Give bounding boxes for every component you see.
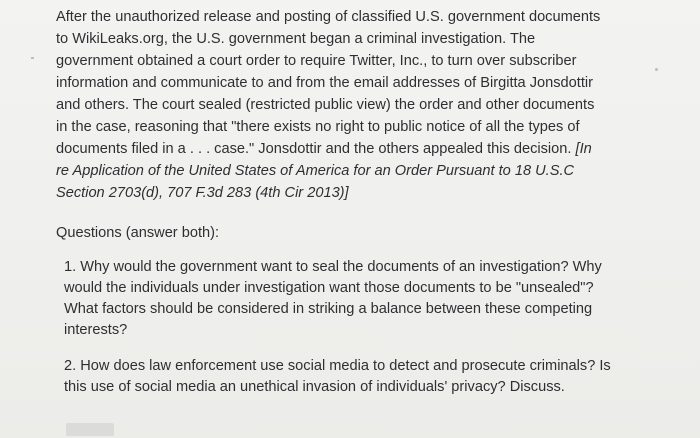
passage-line: information and communicate to and from the email addresses of Birgitta Jonsdottir (56, 75, 593, 91)
passage-text (56, 6, 656, 204)
faded-stamp (66, 423, 114, 436)
question-line: interests? (64, 322, 128, 338)
passage-line: in the case, reasoning that "there exists no right to public notice of all the types of (56, 119, 580, 135)
passage-line: government obtained a court order to require Twitter, Inc., to turn over subscriber (56, 53, 577, 69)
citation-line: Section 2703(d), 707 F.3d 283 (4th Cir 2013)] (56, 185, 349, 201)
margin-mark (31, 57, 34, 59)
question-line: would the individuals under investigation want those documents to be "unsealed"? (64, 280, 594, 296)
question-line: 2. How does law enforcement use social media to detect and prosecute criminals? Is (64, 358, 611, 374)
question-text (64, 356, 644, 398)
question-1 (64, 257, 644, 341)
citation-line: re Application of the United States of America for an Order Pursuant to 18 U.S.C (56, 163, 575, 179)
citation-start: [In (575, 141, 592, 157)
question-line: 1. Why would the government want to seal the documents of an investigation? Why (64, 259, 602, 275)
question-line: What factors should be considered in striking a balance between these competing (64, 301, 593, 317)
case-passage (56, 6, 656, 244)
passage-line: to WikiLeaks.org, the U.S. government began a criminal investigation. The (56, 31, 536, 47)
question-2 (64, 356, 644, 398)
questions-heading: Questions (answer both): (56, 225, 220, 241)
question-line: this use of social media an unethical invasion of individuals' privacy? Discuss. (64, 379, 565, 395)
passage-line: documents filed in a . . . case." Jonsdottir and the others appealed this decision. (56, 141, 572, 157)
passage-line: After the unauthorized release and posting of classified U.S. government documents (56, 9, 601, 25)
question-text (64, 257, 644, 341)
passage-line: and others. The court sealed (restricted public view) the order and other documents (56, 97, 595, 113)
